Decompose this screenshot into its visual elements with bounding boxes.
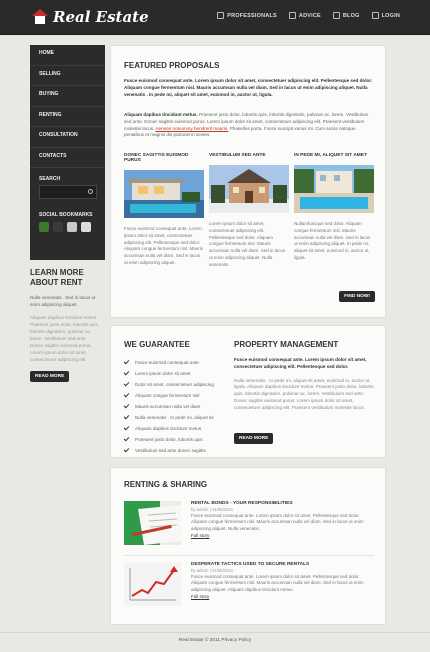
list-item: Mauris accumsan nulla vel diam: [124, 401, 234, 412]
check-icon: [124, 447, 130, 453]
news-body: [191, 562, 374, 599]
featured-item-title[interactable]: IN PEDE MI, ALIQUET SIT AMET: [294, 153, 367, 158]
nav-login[interactable]: LOGIN: [372, 12, 400, 19]
learn-more-title: LEARN MORE ABOUT RENT: [30, 268, 84, 287]
nav-advice[interactable]: ADVICE: [289, 12, 321, 19]
sidebar-item-renting[interactable]: RENTING: [30, 107, 105, 128]
check-icon: [124, 414, 130, 420]
sidebar-item-buying[interactable]: BUYING: [30, 86, 105, 107]
list-item: Vestibulum sed ante donec sagittis: [124, 445, 234, 456]
sidebar-item-contacts[interactable]: CONTACTS: [30, 148, 105, 169]
list-item: Fusce euismod consequat ante: [124, 357, 234, 368]
digg-icon[interactable]: [53, 222, 63, 232]
learn-more-block: [30, 268, 100, 382]
sidebar: [30, 45, 105, 260]
search-label: SEARCH: [39, 176, 61, 182]
search-icon[interactable]: [88, 189, 93, 194]
featured-item: [294, 153, 374, 262]
featured-body: Aliquam dapibus tincidunt metus. Praesent justo dolor, lobortis quis, lobortis dignissim, pulvinar ac, lorem. Vestibulum sed ante. Donec sagittis euismod purus. Lorem ipsum dolor sit amet, consectetuer adipiscing elit. Praesent vestibulum molestie lacus. Aenean nonummy hendrerit mauris. Phasellus porta. Fusce suscipit varius mi. Cum sociis natoque penatibus et magnis dis parturient montes.: [124, 112, 369, 138]
featured-item: [209, 153, 289, 269]
learn-more-text: Nulla venenatis . Sed in lacus ut enim adipiscing aliquet.: [30, 295, 96, 307]
footer-text: Real Estate © 2011 Privacy Policy: [178, 638, 252, 643]
featured-item-title[interactable]: VESTIBULUM SED ANTE: [209, 153, 266, 158]
learn-read-more-button[interactable]: READ MORE: [30, 371, 69, 382]
house-photo-1[interactable]: [124, 170, 204, 218]
logo-text: Real Estate: [53, 8, 149, 26]
check-icon: [124, 392, 130, 398]
delicious-icon[interactable]: [81, 222, 91, 232]
edit-icon: [333, 12, 340, 19]
reddit-icon[interactable]: [67, 222, 77, 232]
divider: [124, 555, 374, 556]
list-item: Nulla venenatis . In pede mi, aliquet sit: [124, 412, 234, 423]
featured-panel: [110, 45, 386, 318]
property-read-more-button[interactable]: READ MORE: [234, 433, 273, 444]
property-title: PROPERTY MANAGEMENT: [234, 340, 339, 349]
check-icon: [124, 381, 130, 387]
check-icon: [124, 370, 130, 376]
news-meta: by admin | 01/05/2011: [191, 568, 234, 573]
house-photo-2[interactable]: [209, 165, 289, 213]
guarantee-list: [124, 357, 234, 456]
featured-title: FEATURED PROPOSALS: [124, 61, 220, 70]
list-item: Lorem ipsum dolor sit amet: [124, 368, 234, 379]
house-photo-3[interactable]: [294, 165, 374, 213]
list-item: Dolor sit amet, consectetuer adipiscing: [124, 379, 234, 390]
nav-blog[interactable]: BLOG: [333, 12, 360, 19]
sidebar-item-consultation[interactable]: CONSULTATION: [30, 127, 105, 148]
house-icon: [32, 9, 48, 25]
social-bookmarks: [39, 222, 91, 232]
full-story-link[interactable]: Full story: [191, 533, 210, 539]
lock-icon: [372, 12, 379, 19]
featured-item-title[interactable]: DONEC SAGITTIS EUISMOD PURUS: [124, 153, 189, 163]
person-icon: [217, 12, 224, 19]
check-icon: [124, 425, 130, 431]
find-now-button[interactable]: FIND NOW!: [339, 291, 375, 302]
list-item: Praesent justo dolor, lobortis quis: [124, 434, 234, 445]
news-title[interactable]: DESPERATE TACTICS USED TO SECURE RENTALS: [191, 562, 310, 567]
property-lead: Fusce euismod consequat ante. Lorem ipsum dolor sit amet, consectetuer adipiscing elit. Pellentesque sed dolor.: [234, 357, 367, 369]
search-input[interactable]: [39, 185, 97, 199]
property-text-block: [234, 357, 374, 412]
guarantee-title: WE GUARANTEE: [124, 340, 190, 349]
logo[interactable]: [32, 8, 149, 26]
add-bookmark-icon[interactable]: [39, 222, 49, 232]
sidebar-item-home[interactable]: HOME: [30, 45, 105, 66]
footer: [0, 632, 430, 652]
top-bar: [0, 0, 430, 35]
featured-link[interactable]: Aenean nonummy hendrerit mauris.: [155, 125, 229, 131]
featured-item-text: Nullamfuscque sed dolor. Aliquam congue fermentum nisl. Mauris accumsan nulla vel diam. Sed in lacus ut enim adipiscing aliquet. In pede mi, aliquet sit amet, euismod in, auctor ut, ligula.: [294, 221, 371, 260]
renting-title: RENTING & SHARING: [124, 480, 208, 489]
news-text: Fusce euismod consequat ante. Lorem ipsum dolor sit amet. Pellentesque sed dolor. Aliquam congue fermentum nisl. Mauris accumsan nulla vel diam. Sed in lacus ut enim adipiscing aliquet. Aliquam dapibus tincidunt metus.: [191, 574, 364, 592]
news-title[interactable]: RENTAL BONDS - YOUR RESPONSIBILITIES: [191, 501, 293, 506]
nav-professionals[interactable]: PROFESSIONALS: [217, 12, 277, 19]
news-meta: by admin | 01/05/2011: [191, 507, 234, 512]
featured-item-text: Fusce euismod consequat ante. Lorem ipsum dolor sit amet, consectetuer adipiscing elit. Pellentesque sed dolor. Aliquam congue fermentum nisl. Mauris accumsan nulla vel diam. Sed in lacus ut enim adipiscing aliquet.: [124, 226, 204, 265]
property-body: Nulla venenatis . In pede mi, aliquet sit amet, euismod in, auctor ut, ligula. Aliquam dapibus tincidunt metus. Praesent justo dolor, lobortis quis, lobortis dignissim, pulvinar ac, lorem. Vestibulum sed ante. Donec sagittis euismod purus. Lorem ipsum dolor sit amet, consectetuer adipiscing elit. Praesent vestibulum molestie lacus.: [234, 377, 374, 410]
news-body: [191, 501, 374, 538]
growth-chart-photo[interactable]: [124, 562, 181, 606]
list-item: Aliquam dapibus tincidunt metus: [124, 423, 234, 434]
full-story-link[interactable]: Full story: [191, 594, 210, 600]
sidebar-item-selling[interactable]: SELLING: [30, 66, 105, 87]
renting-panel: [110, 467, 386, 625]
list-item: Aliquam congue fermentum nisl: [124, 390, 234, 401]
check-icon: [124, 436, 130, 442]
news-text: Fusce euismod consequat ante. Lorem ipsum dolor sit amet. Pellentesque sed dolor. Aliquam congue fermentum nisl. Mauris accumsan nulla vel diam. Sed in lacus ut enim adipiscing aliquet. Nulla venenatis.: [191, 513, 364, 531]
bookmarks-label: SOCIAL BOOKMARKS: [39, 212, 93, 218]
featured-item: [124, 153, 204, 267]
check-icon: [124, 359, 130, 365]
check-icon: [124, 403, 130, 409]
featured-intro: Fusce euismod consequat ante. Lorem ipsum dolor sit amet, consectetuer adipiscing elit. Pellentesque sed dolor. Aliquam congue fermentum nisl. Mauris accumsan nulla vel diam. Sed in lacus ut enim adipiscing aliquet. Nulla venenatis . In pede mi, aliquet sit amet, euismod in, auctor ut, ligula.: [124, 78, 373, 97]
contract-photo[interactable]: [124, 501, 181, 545]
learn-more-text-2: Aliquam dapibus tincidunt metus. Praesent justo dolor, lobortis quis, lobortis dignissim, pulvinar ac, lorem. Vestibulum sed ante. Donec sagittis euismod purus. Lorem ipsum dolor sit amet, consectetuer adipiscing elit.: [30, 315, 99, 362]
guarantee-panel: [110, 325, 386, 458]
tag-icon: [289, 12, 296, 19]
top-nav: [217, 12, 400, 19]
featured-item-text: Lorem ipsum dolor sit amet, consectetuer adipiscing elit. Pellentesque sed dolor. Aliquam congue fermentum nisl. Mauris accumsan nulla vel diam. Sed in lacus ut enim adipiscing aliquet. Nulla venenatis.: [209, 221, 286, 267]
